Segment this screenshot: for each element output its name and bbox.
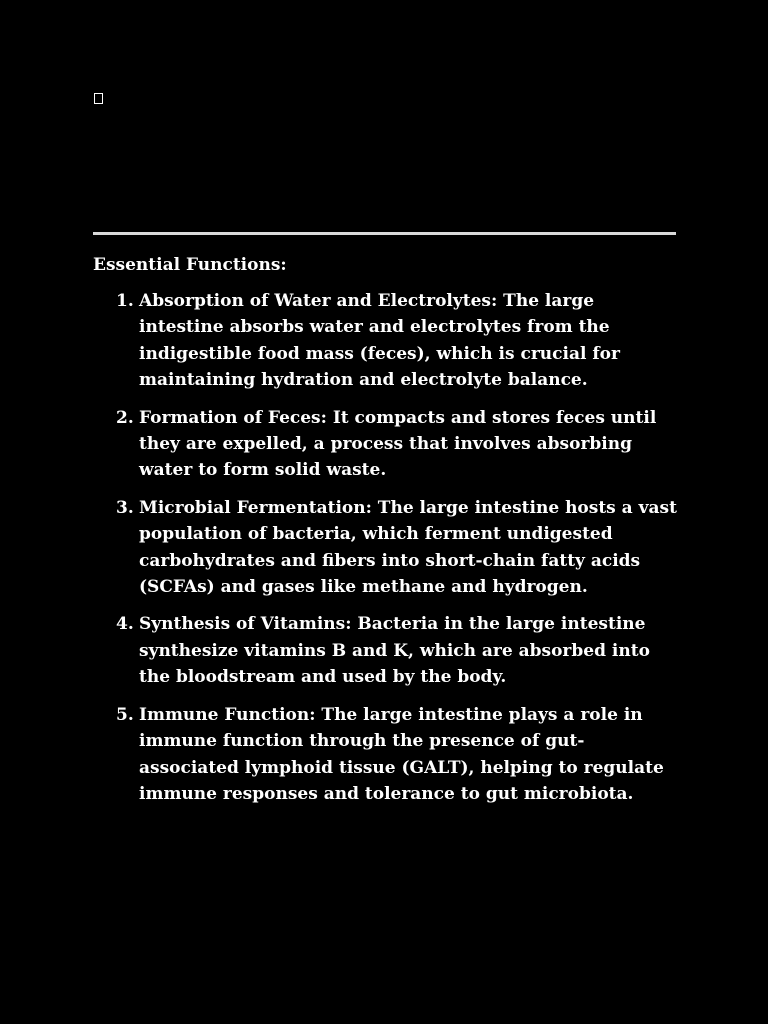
list-item-text: Formation of Feces: It compacts and stores feces until they are expelled, a process that involves absorbing water to form solid waste. xyxy=(139,407,657,481)
list-item-text: Immune Function: The large intestine plays a role in immune function through the presence of gut-associated lymphoid tissue (GALT), helping to regulate immune responses and tolerance to gut microbiota. xyxy=(139,704,664,804)
section-heading: Essential Functions: xyxy=(93,255,287,275)
list-item xyxy=(93,495,683,601)
list-item xyxy=(93,611,683,690)
horizontal-divider xyxy=(93,232,676,235)
list-item-number: 5. xyxy=(116,704,134,725)
list-item-text: Microbial Fermentation: The large intestine hosts a vast population of bacteria, which ferment undigested carbohydrates and fibers into short-chain fatty acids (SCFAs) and gases like methane and hydrogen. xyxy=(139,497,677,598)
list-item-text: Absorption of Water and Electrolytes: The large intestine absorbs water and electrolytes from the indigestible food mass (feces), which is crucial for maintaining hydration and electrolyte balance. xyxy=(139,291,620,391)
list-item-number: 1. xyxy=(116,291,134,311)
list-item-number: 3. xyxy=(116,497,134,518)
functions-list xyxy=(93,288,683,807)
list-item xyxy=(93,288,683,394)
list-item-text: Synthesis of Vitamins: Bacteria in the large intestine synthesize vitamins B and K, which are absorbed into the bloodstream and used by the body. xyxy=(139,614,650,688)
missing-glyph-icon xyxy=(94,93,103,104)
list-item xyxy=(93,702,683,808)
functions-section xyxy=(93,252,683,818)
list-item-number: 4. xyxy=(116,614,134,635)
list-item-number: 2. xyxy=(116,407,134,428)
list-item xyxy=(93,405,683,484)
